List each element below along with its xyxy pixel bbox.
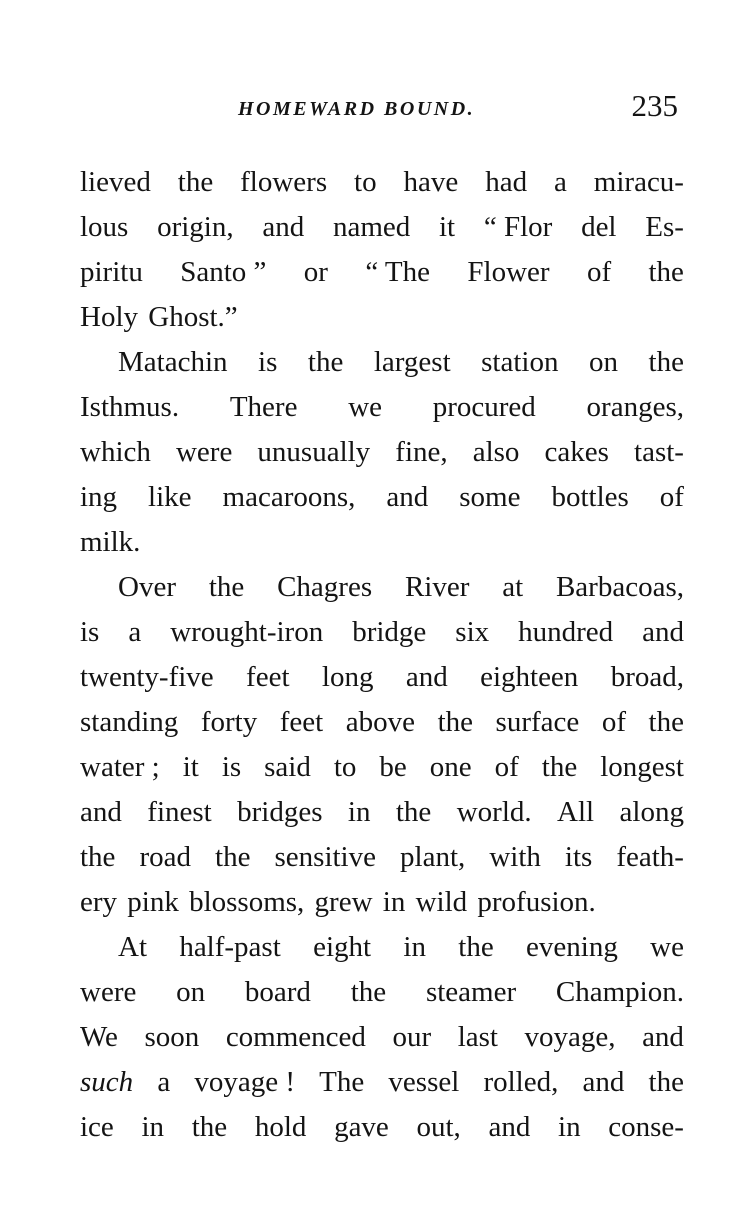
word: piritu (80, 256, 143, 288)
text-line (80, 565, 684, 610)
paragraph (80, 160, 684, 340)
paragraph (80, 340, 684, 565)
word: a (554, 166, 567, 198)
word: water ; (80, 751, 160, 783)
word: six (455, 616, 490, 648)
word: it (182, 751, 199, 783)
word: to (333, 751, 357, 783)
word: we (650, 931, 684, 963)
word: the (648, 706, 684, 738)
word: said (264, 751, 311, 783)
word: the (177, 166, 214, 198)
word: of (494, 751, 519, 783)
word: The (319, 1066, 365, 1098)
word: Isthmus. (80, 391, 180, 423)
word: to (354, 166, 377, 198)
text-line (80, 520, 684, 565)
word: largest (373, 346, 451, 378)
word: vessel (388, 1066, 460, 1098)
word: last (457, 1021, 498, 1053)
word: the (458, 931, 494, 963)
word: ice (80, 1111, 114, 1143)
text-line (80, 880, 684, 925)
word: board (244, 976, 311, 1008)
word: ing (80, 481, 118, 513)
word: some (459, 481, 521, 513)
word: “ Flor (483, 211, 553, 243)
word: in (558, 1111, 581, 1143)
word: rolled, (483, 1066, 559, 1098)
word: our (392, 1021, 432, 1053)
word: eighteen (480, 661, 579, 693)
word: long (321, 661, 374, 693)
word: in (141, 1111, 165, 1143)
word: Matachin (118, 346, 228, 378)
word: and (642, 616, 684, 648)
word: wrought-iron (170, 616, 324, 648)
word: and (582, 1066, 625, 1098)
text-line (80, 385, 684, 430)
word: lous (80, 211, 129, 243)
word: We (80, 1021, 118, 1053)
word: procured (432, 391, 536, 423)
word: bridge (352, 616, 427, 648)
word: Es- (645, 211, 684, 243)
word: in (403, 931, 426, 963)
word: it (439, 211, 456, 243)
word: the (437, 706, 473, 738)
word: the (307, 346, 344, 378)
word: eight (313, 931, 372, 963)
word: voyage ! (194, 1066, 296, 1098)
word: the (350, 976, 387, 1008)
text-line (80, 835, 684, 880)
word: “ The (365, 256, 431, 288)
word: and (642, 1021, 684, 1053)
word: and (405, 661, 448, 693)
body-text (80, 160, 684, 1150)
paragraph (80, 925, 684, 1150)
word: fine, (395, 436, 448, 468)
word: and (488, 1111, 531, 1143)
word: hold (254, 1111, 307, 1143)
text-line (80, 295, 684, 340)
text-line (80, 160, 684, 205)
word: the (208, 571, 245, 603)
word: Flower (467, 256, 550, 288)
paragraph (80, 565, 684, 925)
word: origin, (157, 211, 234, 243)
page-number: 235 (631, 88, 678, 123)
word: Champion. (555, 976, 684, 1008)
word: unusually (257, 436, 371, 468)
word: macaroons, (222, 481, 356, 513)
word: like (148, 481, 192, 513)
word: in (347, 796, 371, 828)
word: finest (147, 796, 212, 828)
word: the (215, 841, 251, 873)
word: soon (144, 1021, 200, 1053)
word: out, (416, 1111, 461, 1143)
word: evening (526, 931, 618, 963)
word: ery pink blossoms, grew in wild profusion. (80, 886, 596, 918)
word: the (648, 1066, 684, 1098)
word: River (404, 571, 470, 603)
word: we (348, 391, 383, 423)
word: its (564, 841, 593, 873)
word: Over (118, 571, 176, 603)
word: miracu- (593, 166, 684, 198)
word: Chagres (277, 571, 373, 603)
text-line (80, 745, 684, 790)
word: a (157, 1066, 171, 1098)
word: hundred (518, 616, 614, 648)
word: the (80, 841, 116, 873)
word: were (175, 436, 233, 468)
text-line (80, 970, 684, 1015)
word: surface (495, 706, 580, 738)
word: on (589, 346, 618, 378)
word: feet (279, 706, 324, 738)
word: named (332, 211, 411, 243)
word: had (485, 166, 528, 198)
text-line (80, 1015, 684, 1060)
text-line (80, 430, 684, 475)
word: del (581, 211, 617, 243)
word: plant, (400, 841, 466, 873)
word: flowers (240, 166, 328, 198)
word: steamer (425, 976, 517, 1008)
word: of (659, 481, 684, 513)
word: a (128, 616, 142, 648)
word: longest (600, 751, 684, 783)
word: world. (456, 796, 532, 828)
word: There (229, 391, 298, 423)
word: is (80, 616, 100, 648)
text-line (80, 1105, 684, 1150)
text-line (80, 250, 684, 295)
word: is (221, 751, 242, 783)
word: tast- (634, 436, 684, 468)
running-head (80, 88, 684, 132)
word: is (258, 346, 278, 378)
word: at (502, 571, 524, 603)
text-line (80, 205, 684, 250)
word: the (395, 796, 432, 828)
word: conse- (608, 1111, 684, 1143)
word: and (262, 211, 305, 243)
word: and (386, 481, 429, 513)
word: cakes (544, 436, 609, 468)
word: Holy Ghost.” (80, 301, 238, 333)
word: voyage, (524, 1021, 616, 1053)
word: one (429, 751, 472, 783)
word: of (601, 706, 626, 738)
word: the (648, 256, 684, 288)
text-line (80, 610, 684, 655)
word: twenty-five (80, 661, 214, 693)
text-line (80, 1060, 684, 1105)
word: the (191, 1111, 228, 1143)
text-line (80, 655, 684, 700)
word: the (648, 346, 684, 378)
word: lieved (80, 166, 151, 198)
word: be (379, 751, 407, 783)
word: oranges, (586, 391, 684, 423)
word: along (619, 796, 684, 828)
word: feet (246, 661, 290, 693)
word: standing (80, 706, 179, 738)
word: At (118, 931, 147, 963)
word: on (176, 976, 206, 1008)
text-line (80, 700, 684, 745)
word: forty (200, 706, 258, 738)
word: road (139, 841, 191, 873)
word: also (472, 436, 520, 468)
word: Santo ” (180, 256, 267, 288)
text-line (80, 475, 684, 520)
word: above (345, 706, 416, 738)
word: broad, (610, 661, 684, 693)
word: the (541, 751, 578, 783)
word: have (403, 166, 459, 198)
word: milk. (80, 526, 141, 558)
word: with (489, 841, 541, 873)
word: were (80, 976, 137, 1008)
word: half-past (179, 931, 281, 963)
word: feath- (616, 841, 684, 873)
text-line (80, 340, 684, 385)
word: gave (334, 1111, 389, 1143)
word: bridges (237, 796, 323, 828)
word: and (80, 796, 122, 828)
word: which (80, 436, 151, 468)
text-line (80, 925, 684, 970)
word: of (586, 256, 612, 288)
text-line (80, 790, 684, 835)
word: sensitive (274, 841, 376, 873)
word: such (80, 1066, 134, 1098)
word: All (557, 796, 595, 828)
word: or (303, 256, 328, 288)
word: station (481, 346, 559, 378)
word: bottles (551, 481, 629, 513)
running-title: HOMEWARD BOUND. (238, 98, 476, 120)
word: commenced (225, 1021, 366, 1053)
word: Barbacoas, (555, 571, 684, 603)
